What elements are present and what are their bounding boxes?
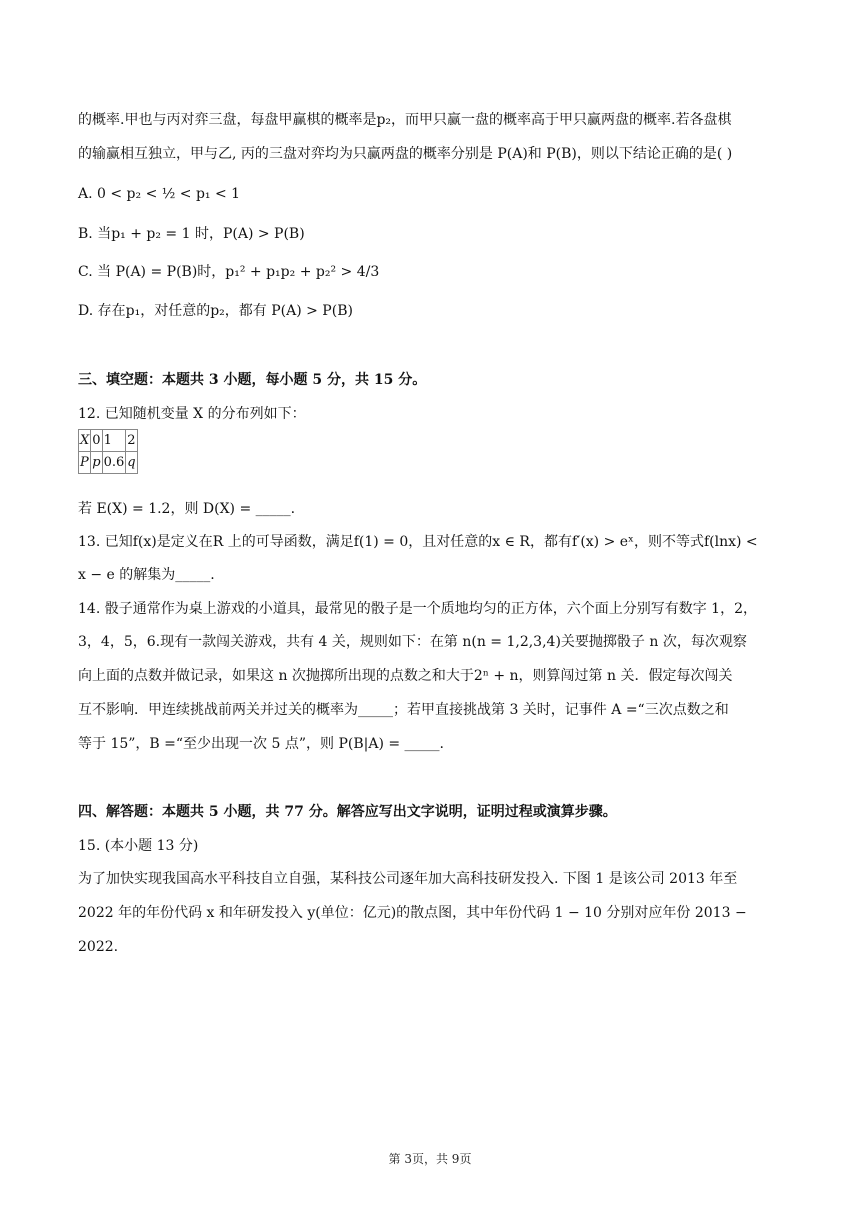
section-4-heading: 四、解答题：本题共 5 小题，共 77 分。解答应写出文字说明，证明过程或演算步骤。: [78, 804, 617, 820]
table-row: [79, 430, 138, 452]
q11-text-line-1: 的概率.甲也与丙对弈三盘，每盘甲赢棋的概率是p₂，而甲只赢一盘的概率高于甲只赢两盘的概率.若各盘棋: [78, 112, 732, 128]
table-cell: 0.6: [102, 452, 126, 474]
q14-line-5: 等于 15”，B =“至少出现一次 5 点”，则 P(B|A) = _____.: [78, 736, 445, 752]
q12-intro: 12. 已知随机变量 X 的分布列如下：: [78, 406, 306, 422]
table-cell: 1: [102, 430, 126, 452]
q11-option-c: C. 当 P(A) = P(B)时，p₁² + p₁p₂ + p₂² > 4/3: [78, 264, 380, 280]
q11-text-line-2: 的输赢相互独立，甲与乙, 丙的三盘对弈均为只赢两盘的概率分别是 P(A)和 P(B)，则以下结论正确的是( ): [78, 146, 733, 162]
table-cell: 0: [91, 430, 102, 452]
table-cell: q: [126, 452, 137, 474]
section-3-heading: 三、填空题：本题共 3 小题，每小题 5 分，共 15 分。: [78, 372, 427, 388]
q15-heading: 15. (本小题 13 分): [78, 838, 199, 854]
table-row: [79, 452, 138, 474]
q15-line-1: 为了加快实现我国高水平科技自立自强，某科技公司逐年加大高科技研发投入. 下图 1 是该公司 2013 年至: [78, 871, 738, 887]
q15-line-2: 2022 年的年份代码 x 和年研发投入 y(单位：亿元)的散点图，其中年份代码 1 − 10 分别对应年份 2013 −: [78, 905, 747, 921]
q12-question: 若 E(X) = 1.2，则 D(X) = _____.: [78, 501, 296, 517]
q13-line-1: 13. 已知f(x)是定义在R 上的可导函数，满足f(1) = 0，且对任意的x ∈ R，都有f′(x) > eˣ，则不等式f(lnx) <: [78, 534, 758, 550]
q11-option-a: A. 0 < p₂ < ½ < p₁ < 1: [78, 186, 241, 202]
table-cell: p: [91, 452, 102, 474]
table-cell: 2: [126, 430, 137, 452]
distribution-table: [78, 429, 138, 474]
page-footer: 第 3页，共 9页: [388, 1152, 472, 1166]
q14-line-1: 14. 骰子通常作为桌上游戏的小道具，最常见的骰子是一个质地均匀的正方体，六个面上分别写有数字 1，2，: [78, 601, 757, 617]
table-cell: X: [79, 430, 91, 452]
q14-line-4: 互不影响．甲连续挑战前两关并过关的概率为_____；若甲直接挑战第 3 关时，记事件 A =“三次点数之和: [78, 702, 729, 718]
table-cell: P: [79, 452, 91, 474]
q15-line-3: 2022.: [78, 939, 119, 955]
q11-option-d: D. 存在p₁，对任意的p₂，都有 P(A) > P(B): [78, 303, 353, 319]
q14-line-3: 向上面的点数并做记录，如果这 n 次抛掷所出现的点数之和大于2ⁿ + n，则算闯过第 n 关．假定每次闯关: [78, 668, 733, 684]
q11-option-b: B. 当p₁ + p₂ = 1 时，P(A) > P(B): [78, 226, 305, 242]
q14-line-2: 3，4，5，6.现有一款闯关游戏，共有 4 关，规则如下：在第 n(n = 1,2,3,4)关要抛掷骰子 n 次，每次观察: [78, 634, 747, 650]
q13-line-2: x − e 的解集为_____.: [78, 567, 215, 583]
